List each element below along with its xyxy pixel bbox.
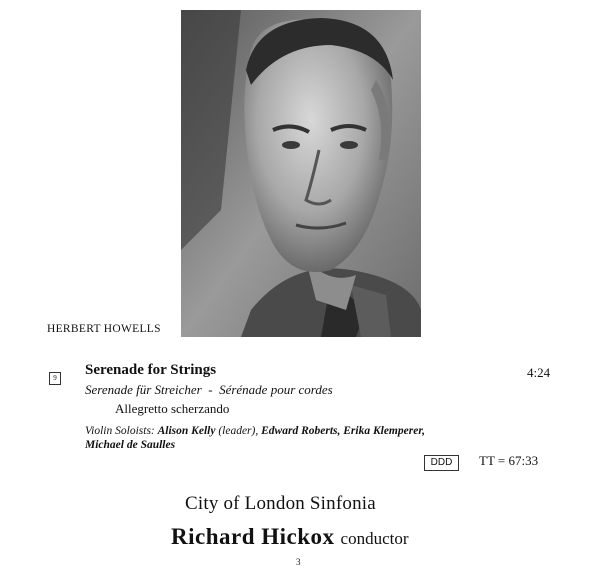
ddd-badge: DDD [424, 455, 459, 471]
subtitle-separator: - [208, 382, 213, 397]
soloists-label: Violin Soloists: [85, 425, 155, 437]
soloists-credit [85, 424, 485, 452]
conductor-name: Richard Hickox [171, 524, 335, 549]
soloist-name: Alison Kelly [157, 425, 216, 437]
total-time: TT = 67:33 [479, 453, 539, 468]
subtitle-french: Sérénade pour cordes [219, 382, 333, 397]
soloist-name: Michael de Saulles [85, 439, 176, 451]
soloist-role: (leader), [218, 425, 259, 437]
work-title: Serenade for Strings [85, 362, 217, 378]
orchestra-name: City of London Sinfonia [185, 493, 376, 514]
conductor-role: conductor [340, 529, 409, 548]
soloist-name: Erika Klemperer, [343, 425, 426, 437]
track-duration: 4:24 [527, 365, 551, 380]
soloist-name: Edward Roberts, [261, 425, 341, 437]
subtitle-german: Serenade für Streicher [85, 382, 202, 397]
page-number: 3 [296, 557, 301, 567]
composer-name: HERBERT HOWELLS [47, 323, 161, 335]
composer-portrait-photo [181, 10, 421, 337]
conductor-credit [171, 524, 409, 550]
movement-tempo: Allegretto scherzando [115, 401, 230, 416]
work-subtitle [85, 382, 333, 398]
track-number-box: 9 [49, 372, 61, 385]
